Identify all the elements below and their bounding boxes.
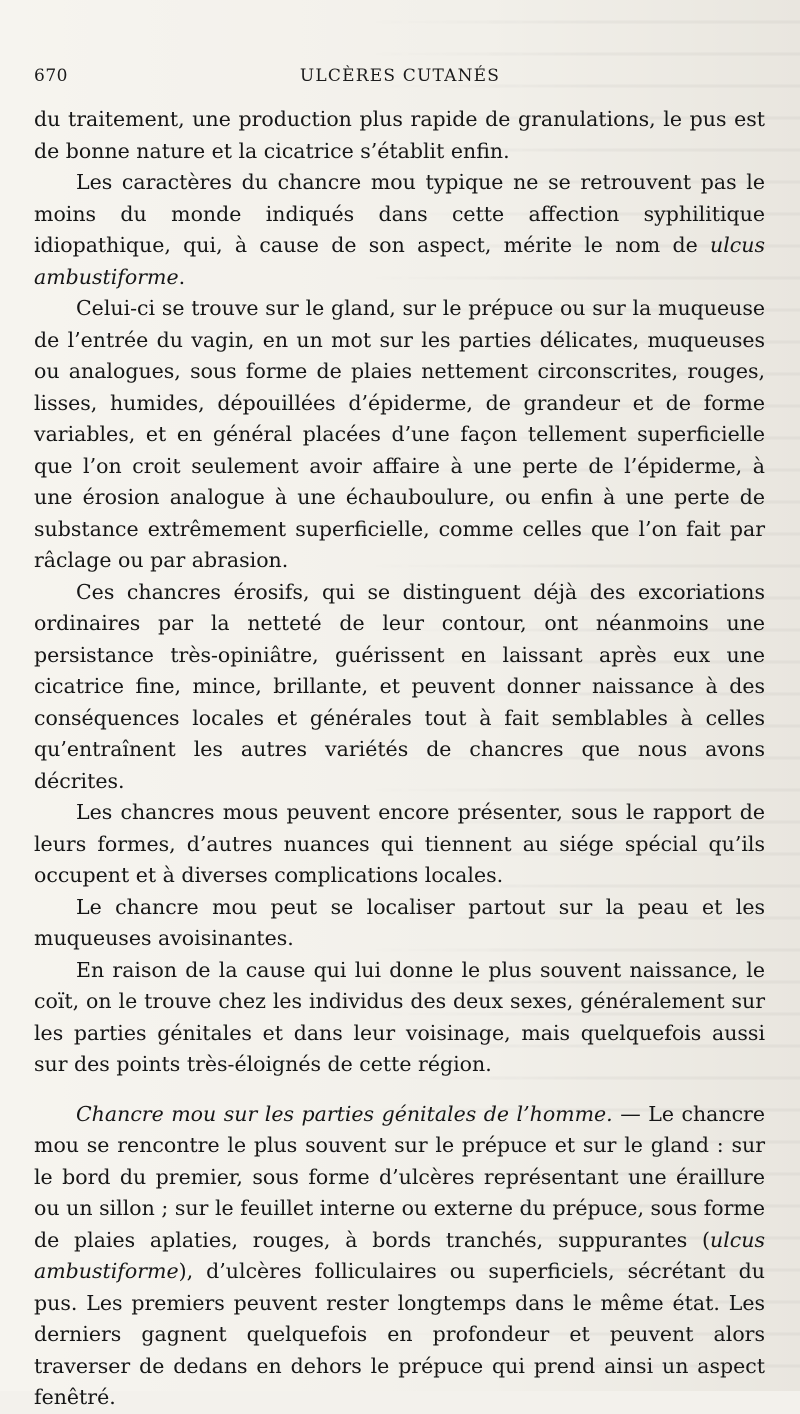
paragraph <box>34 955 765 1081</box>
text-run: . <box>178 264 186 289</box>
section-heading: Chancre mou sur les parties génitales de l’homme. <box>76 1101 613 1126</box>
text-run: ), d’ulcères folliculaires ou superficiels, sécrétant du pus. Les premiers peuvent rester longtemps dans le même état. Les derniers gagnent quelquefois en profondeur et peuvent alors traverser de dedans en dehors le prépuce qui prend ainsi un aspect fenêtré. <box>34 1259 765 1409</box>
text-run: Ces chancres érosifs, qui se distinguent déjà des excoriations ordinaires par la netteté de leur contour, ont néanmoins une persistance très-opiniâtre, guérissent en laissant après eux une cicatrice fine, mince, brillante, et peuvent donner naissance à des conséquences locales et générales tout à fait semblables à celles qu’entraînent les autres variétés de chancres que nous avons décrites. <box>34 579 765 793</box>
text-run: — Le chancre mou se rencontre le plus souvent sur le prépuce et sur le gland : sur le bord du premier, sous forme d’ulcères représentant une éraillure ou un sillon ; sur le feuillet interne ou externe du prépuce, sous forme de plaies aplaties, rouges, à bords tranchés, suppurantes ( <box>34 1101 765 1252</box>
text-run: Les caractères du chancre mou typique ne se retrouvent pas le moins du monde indiqués dans cette affection syphilitique idiopathique, qui, à cause de son aspect, mérite le nom de <box>34 170 765 257</box>
text-run: Le chancre mou peut se localiser partout sur la peau et les muqueuses avoisinantes. <box>34 894 765 950</box>
paragraph <box>34 167 765 293</box>
italic-term: ulcus ambustiforme <box>34 233 765 289</box>
text-run: Celui-ci se trouve sur le gland, sur le prépuce ou sur la muqueuse de l’entrée du vagin, en un mot sur les parties délicates, muqueuses ou analogues, sous forme de plaies nettement circonscrites, rouges, lisses, humides, dépouillées d’épiderme, de grandeur et de forme variables, et en général placées d’une façon tellement superficielle que l’on croit seulement avoir affaire à une perte de l’épiderme, à une érosion analogue à une échauboulure, ou enfin à une perte de substance extrêmement superficielle, comme celles que l’on fait par râclage ou par abrasion. <box>34 296 765 572</box>
paragraph <box>34 293 765 577</box>
section-paragraph <box>34 1099 765 1414</box>
text-run: En raison de la cause qui lui donne le plus souvent naissance, le coït, on le trouve chez les individus des deux sexes, généralement sur les parties génitales et dans leur voisinage, mais quelquefois aussi sur des points très-éloignés de cette région. <box>34 957 765 1076</box>
body-text <box>34 104 765 1414</box>
paragraph <box>34 892 765 955</box>
text-run: Les chancres mous peuvent encore présenter, sous le rapport de leurs formes, d’autres nuances qui tiennent au siége spécial qu’ils occupent et à diverses complications locales. <box>34 800 765 887</box>
running-title: ULCÈRES CUTANÉS <box>299 66 501 86</box>
paragraph <box>34 797 765 892</box>
italic-term: ulcus ambustiforme <box>34 1227 765 1283</box>
paragraph <box>34 104 765 167</box>
paragraph <box>34 577 765 798</box>
text-run: du traitement, une production plus rapide de granulations, le pus est de bonne nature et la cicatrice s’établit enfin. <box>34 107 765 163</box>
page-header <box>34 62 766 90</box>
page-number: 670 <box>34 66 68 86</box>
